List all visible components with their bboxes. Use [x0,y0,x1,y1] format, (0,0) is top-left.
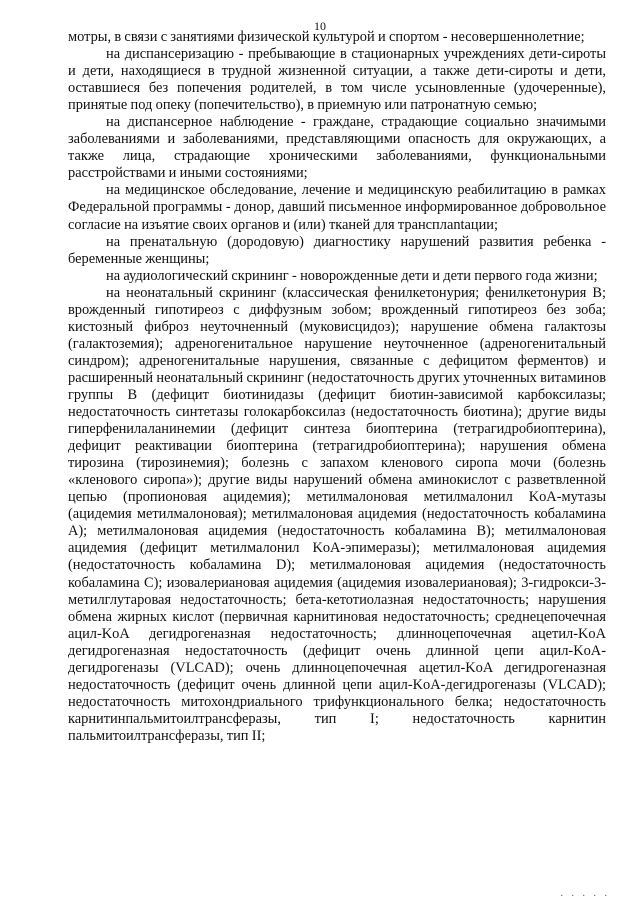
page-number: 10 [314,19,326,33]
paragraph-2: на диспансеризацию - пребывающие в стационарных учреждениях дети-сироты и дети, находящиеся в трудной жизненной ситуации, а также дети-сироты и дети, оставшиеся без попечения родителей, в том числе усыновленные (удочеренные), принятые под опеку (попечительство), в приемную или патронатную семью; [68,46,606,114]
document-body [68,29,606,745]
paragraph-4: на медицинское обследование, лечение и медицинскую реабилитацию в рамках Федеральной программы - донор, давший письменное информированное добровольное согласие на изъятие своих органов и (или) тканей для трансплantaции; [68,182,606,233]
scan-corner-marks: . . . . . [560,888,610,899]
paragraph-6: на аудиологический скрининг - новорожденные дети и дети первого года жизни; [106,267,598,284]
paragraph-3: на диспансерное наблюдение - граждане, страдающие социально значимыми заболеваниями и заболеваниями, представляющими опасность для окружающих, а также лица, страдающие хроническими заболеваниями, функциональными расстройствами и иными состояниями; [68,114,606,182]
paragraph-1: мотры, в связи с занятиями физической культурой и спортом - несовершеннолетние; [68,29,585,45]
paragraph-5: на пренатальную (дородовую) диагностику нарушений развития ребенка - беременные женщины; [68,233,606,267]
paragraph-7: на неонатальный скрининг (классическая фенилкетонурия; фенилкетонурия B; врожденный гипотиреоз с диффузным зобом; врожденный гипотиреоз без зоба; кистозный фиброз неуточненный (муковисцидоз); нарушение обмена галактозы (галактоземия); адреногенитальное нарушение неуточненное (адреногенитальный синдром); адреногенитальные нарушения, связанные с дефицитом ферментов) и расширенный неонатальный скрининг (недостаточность других уточненных витаминов группы B (дефицит биотинидазы (дефицит биотин-зависимой карбоксилазы; недостаточность синтетазы голокарбоксилаз (недостаточность биотина); другие виды гиперфенилаланинемии (дефицит синтеза биоптерина (тетрагидробиоптерина), дефицит реактивации биоптерина (тетрагидробиоптерина); нарушения обмена тирозина (тирозинемия); болезнь с запахом кленового сиропа мочи (болезнь «кленового сиропа»); другие виды нарушений обмена аминокислот с разветвленной цепью (пропионовая ацидемия); метилмалоновая метилмалонил KoA-мутазы (ацидемия метилмалоновая); метилмалоновая ацидемия (недостаточность кобаламина A); метилмалоновая ацидемия (недостаточность кобаламина B); метилмалоновая ацидемия (дефицит метилмалонил KoA-эпимеразы); метилмалоновая ацидемия (недостаточность кобаламина D); метилмалоновая ацидемия (недостаточность кобаламина C); изовалериановая ацидемия (ацидемия изовалериановая); 3-гидрокси-3-метилглутаровая недостаточность; бета-кетотиолазная недостаточность; нарушения обмена жирных кислот (первичная карнитиновая недостаточность; среднецепочечная ацил-KoA дегидрогеназная недостаточность; длинноцепочечная ацетил-KoA дегидрогеназная недостаточность (дефицит очень длинной цепи ацил-KoA-дегидрогеназы (VLCAD); очень длинноцепочечная ацетил-KoA дегидрогеназная недостаточность (дефицит очень длинной цепи ацил-KoA-дегидрогеназы (VLCAD); недостаточность митохондриального трифункционального белка; недостаточность карнитинпальмитоилтрансферазы, тип I; недостаточность карнитин пальмитоилтрансферазы, тип II; [68,284,606,744]
